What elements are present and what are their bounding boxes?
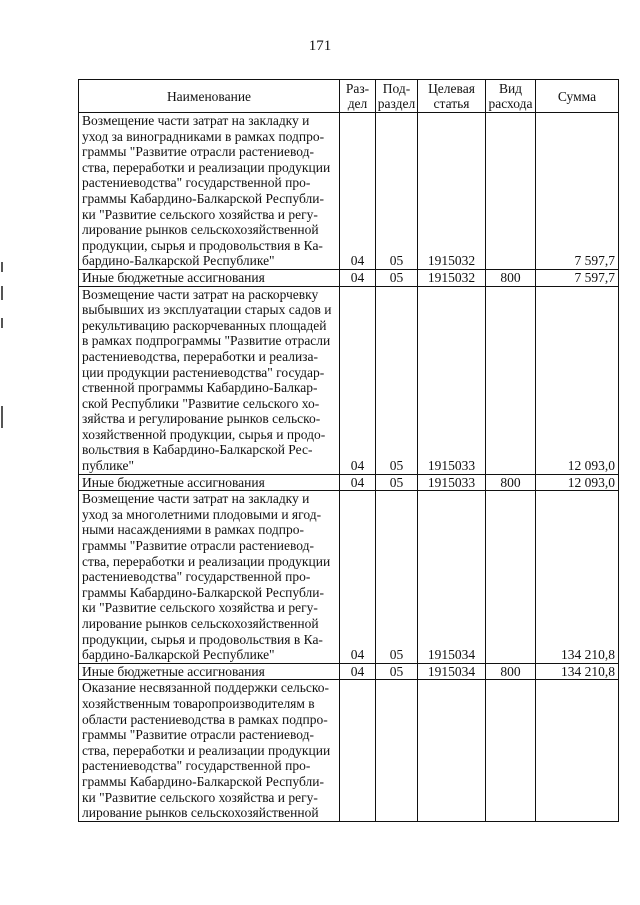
- header-subsection-line: Под-: [382, 81, 411, 96]
- header-target-article: [418, 80, 486, 113]
- cell-name: [79, 113, 340, 270]
- header-amount: Сумма: [536, 80, 619, 113]
- table-row: [79, 269, 619, 286]
- cell-subsection: 05: [376, 663, 418, 680]
- cell-subsection: 05: [376, 286, 418, 474]
- name-line: Возмещение части затрат на закладку и: [82, 113, 310, 128]
- name-line: уход за виноградниками в рамках подпро-: [82, 128, 325, 144]
- name-line: ки "Развитие сельского хозяйства и регу-: [82, 600, 318, 616]
- header-section-line: дел: [347, 96, 368, 111]
- name-line: растениеводства, переработки и реализа-: [82, 348, 319, 364]
- cell-expense-type: 800: [486, 474, 536, 491]
- cell-section: 04: [340, 474, 376, 491]
- name-line: области растениеводства в рамках подпро-: [82, 711, 328, 727]
- name-line: вольствия в Кабардино-Балкарской Рес-: [82, 442, 313, 458]
- cell-subsection: 05: [376, 491, 418, 664]
- header-expense-type-line: расхода: [488, 96, 533, 111]
- name-line: в рамках подпрограммы "Развитие отрасли: [82, 333, 331, 349]
- name-line: хозяйственной продукции, сырья и продо-: [82, 426, 326, 442]
- table-row: [79, 491, 619, 664]
- cell-section: [340, 680, 376, 821]
- cell-target-article: 1915034: [418, 491, 486, 664]
- name-line: граммы Кабардино-Балкарской Республи-: [82, 190, 324, 206]
- name-line: ства, переработки и реализации продукции: [82, 159, 331, 175]
- cell-name: [79, 680, 340, 821]
- name-line: граммы Кабардино-Балкарской Республи-: [82, 584, 324, 600]
- name-line: ства, переработки и реализации продукции: [82, 742, 331, 758]
- header-target-article-line: Целевая: [428, 81, 475, 96]
- cell-name: [79, 286, 340, 474]
- cell-name: [79, 269, 340, 286]
- name-line: граммы "Развитие отрасли растениевод-: [82, 538, 315, 554]
- table-row: [79, 680, 619, 821]
- cell-section: 04: [340, 491, 376, 664]
- cell-amount: 7 597,7: [536, 113, 619, 270]
- cell-subsection: 05: [376, 269, 418, 286]
- name-line: ки "Развитие сельского хозяйства и регу-: [82, 206, 318, 222]
- name-line: продукции, сырья и продовольствия в Ка-: [82, 631, 323, 647]
- cell-section: 04: [340, 113, 376, 270]
- cell-target-article: 1915032: [418, 113, 486, 270]
- cell-expense-type: 800: [486, 269, 536, 286]
- name-line: ции продукции растениеводства" государ-: [82, 364, 325, 380]
- header-subsection-line: раздел: [377, 96, 416, 111]
- cell-target-article: 1915032: [418, 269, 486, 286]
- cell-subsection: 05: [376, 474, 418, 491]
- name-line: зяйства и регулирование рынков сельско-: [82, 411, 321, 427]
- header-subsection: [376, 80, 418, 113]
- budget-table: [78, 79, 619, 822]
- name-line: рекультивацию раскорчеванных площадей: [82, 317, 327, 333]
- name-line: ки "Развитие сельского хозяйства и регу-: [82, 789, 318, 805]
- header-name: Наименование: [79, 80, 340, 113]
- table-row: [79, 663, 619, 680]
- table-header: [79, 80, 619, 113]
- cell-expense-type: [486, 491, 536, 664]
- name-line: граммы "Развитие отрасли растениевод-: [82, 144, 315, 160]
- scan-edge-mark: [1, 262, 3, 272]
- cell-amount: 12 093,0: [536, 474, 619, 491]
- name-line: Возмещение части затрат на закладку и: [82, 491, 310, 507]
- name-line: растениеводства" государственной про-: [82, 175, 311, 191]
- cell-amount: 12 093,0: [536, 286, 619, 474]
- name-line: публике": [82, 458, 135, 474]
- name-line: Иные бюджетные ассигнования: [82, 663, 265, 679]
- name-line: Возмещение части затрат на раскорчевку: [82, 286, 319, 302]
- name-line: растениеводства" государственной про-: [82, 758, 311, 774]
- name-line: ственной программы Кабардино-Балкар-: [82, 380, 318, 396]
- header-section: [340, 80, 376, 113]
- table-body: [79, 113, 619, 822]
- name-line: Иные бюджетные ассигнования: [82, 269, 265, 285]
- scan-edge-mark: [1, 286, 3, 300]
- name-line: выбывших из эксплуатации старых садов и: [82, 302, 332, 318]
- cell-name: [79, 663, 340, 680]
- header-target-article-line: статья: [433, 96, 470, 111]
- cell-amount: 134 210,8: [536, 663, 619, 680]
- cell-subsection: 05: [376, 113, 418, 270]
- cell-expense-type: [486, 113, 536, 270]
- name-line: лирование рынков сельскохозяйственной: [82, 616, 319, 631]
- name-line: продукции, сырья и продовольствия в Ка-: [82, 237, 323, 253]
- cell-name: [79, 474, 340, 491]
- name-line: ными насаждениями в рамках подпро-: [82, 522, 304, 538]
- name-line: растениеводства" государственной про-: [82, 569, 311, 585]
- cell-name: [79, 491, 340, 664]
- header-expense-type: [486, 80, 536, 113]
- cell-section: 04: [340, 286, 376, 474]
- table-row: [79, 474, 619, 491]
- name-line: бардино-Балкарской Республике": [82, 253, 275, 269]
- cell-subsection: [376, 680, 418, 821]
- name-line: хозяйственным товаропроизводителям в: [82, 695, 315, 711]
- name-line: ской Республики "Развитие сельского хо-: [82, 395, 320, 411]
- page-number: 171: [308, 38, 332, 54]
- name-line: граммы "Развитие отрасли растениевод-: [82, 727, 315, 743]
- name-line: граммы Кабардино-Балкарской Республи-: [82, 773, 324, 789]
- cell-expense-type: [486, 286, 536, 474]
- name-line: бардино-Балкарской Республике": [82, 647, 275, 663]
- cell-section: 04: [340, 269, 376, 286]
- cell-expense-type: [486, 680, 536, 821]
- name-line: лирование рынков сельскохозяйственной: [82, 222, 319, 238]
- cell-section: 04: [340, 663, 376, 680]
- cell-amount: 7 597,7: [536, 269, 619, 286]
- cell-amount: [536, 680, 619, 821]
- name-line: Оказание несвязанной поддержки сельско-: [82, 680, 330, 696]
- header-row: [79, 80, 619, 113]
- name-line: ства, переработки и реализации продукции: [82, 553, 331, 569]
- cell-expense-type: 800: [486, 663, 536, 680]
- cell-target-article: [418, 680, 486, 821]
- cell-target-article: 1915034: [418, 663, 486, 680]
- name-line: Иные бюджетные ассигнования: [82, 474, 265, 490]
- scan-edge-mark: [1, 318, 3, 328]
- table-row: [79, 113, 619, 270]
- cell-amount: 134 210,8: [536, 491, 619, 664]
- header-section-line: Раз-: [345, 81, 370, 96]
- name-line: уход за многолетними плодовыми и ягод-: [82, 506, 322, 522]
- header-expense-type-line: Вид: [498, 81, 523, 96]
- cell-target-article: 1915033: [418, 474, 486, 491]
- table-row: [79, 286, 619, 474]
- name-line: лирование рынков сельскохозяйственной: [82, 805, 319, 821]
- scan-edge-mark: [1, 406, 3, 428]
- cell-target-article: 1915033: [418, 286, 486, 474]
